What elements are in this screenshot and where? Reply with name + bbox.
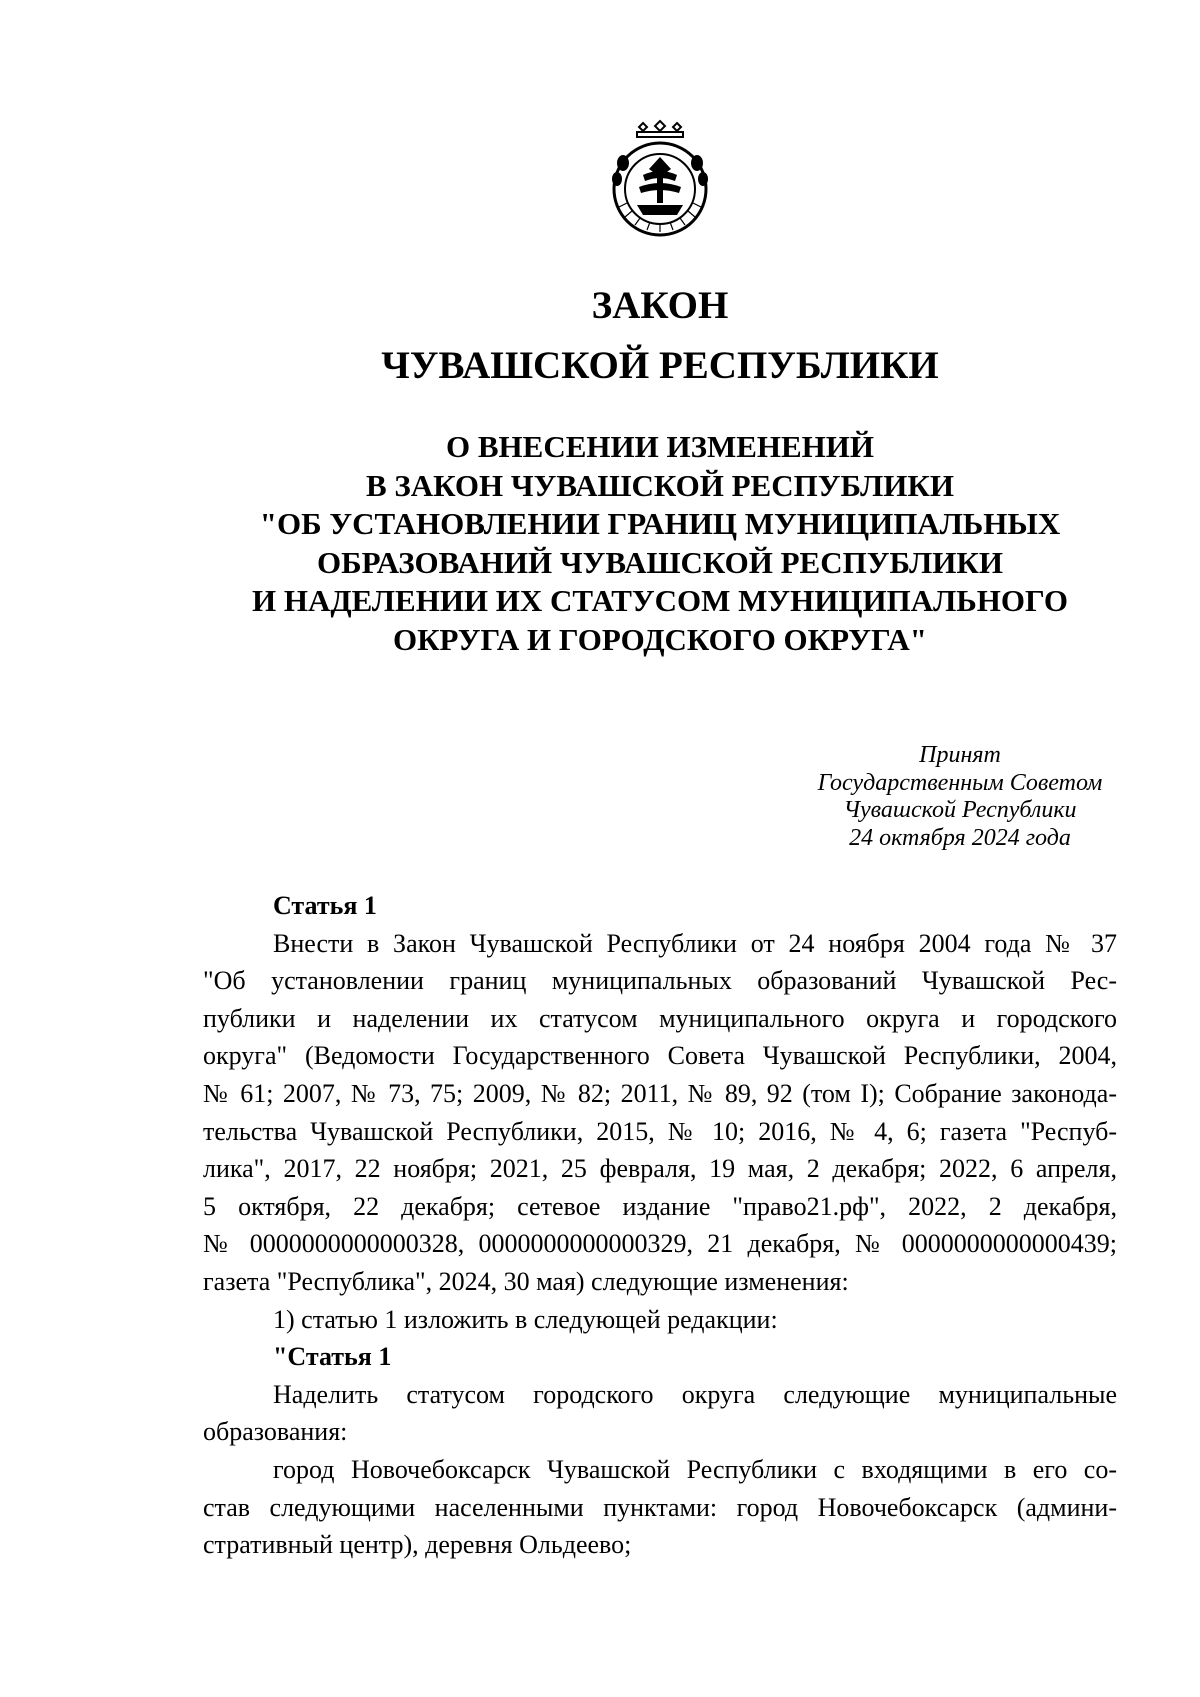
paragraph-line: 5 октября, 22 декабря; сетевое издание "право21.рф", 2022, 2 декабря, [203,1191,1117,1221]
adoption-note [780,742,1140,852]
quoted-paragraph [203,1376,1117,1451]
subtitle-line: О ВНЕСЕНИИ ИЗМЕНЕНИЙ [445,429,875,464]
emblem-graphic [597,117,723,242]
paragraph-line: город Новочебоксарск Чувашской Республики с входящими в его со- [273,1454,1117,1484]
paragraph-line: Наделить статусом городского округа следующие муниципальные [273,1379,1117,1409]
subtitle-line: ОКРУГА И ГОРОДСКОГО ОКРУГА" [392,621,928,657]
quoted-article-heading: "Статья 1 [273,1342,392,1372]
subtitle-line: И НАДЕЛЕНИИ ИХ СТАТУСОМ МУНИЦИПАЛЬНОГО [251,583,1069,618]
article-body [203,887,1117,1564]
subtitle-line: ОБРАЗОВАНИЙ ЧУВАШСКОЙ РЕСПУБЛИКИ [317,544,1003,580]
paragraph-line: Внести в Закон Чувашской Республики от 24 ноября 2004 года № 37 [273,928,1117,958]
article-heading: Статья 1 [273,891,377,920]
law-title: ЗАКОН [591,284,729,327]
adoption-line: Принят [919,742,1001,768]
paragraph-line: № 0000000000000328, 0000000000000329, 21 декабря, № 0000000000000439; [203,1229,1117,1259]
chuvash-republic-emblem-icon [597,117,723,242]
paragraph-line: публики и наделении их статусом муниципального округа и городского [203,1003,1117,1033]
article-paragraph [203,925,1117,1301]
paragraph-line: образования: [203,1417,348,1447]
paragraph-line: округа" (Ведомости Государственного Совета Чувашской Республики, 2004, [203,1041,1117,1071]
subtitle-line: В ЗАКОН ЧУВАШСКОЙ РЕСПУБЛИКИ [366,467,954,503]
subtitle-line: "ОБ УСТАНОВЛЕНИИ ГРАНИЦ МУНИЦИПАЛЬНЫХ [259,506,1061,541]
paragraph-line: став следующими населенными пунктами: город Новочебоксарск (админи- [203,1492,1117,1522]
law-republic-title: ЧУВАШСКОЙ РЕСПУБЛИКИ [381,344,939,387]
law-subtitle [150,428,1170,659]
amendment-item: 1) статью 1 изложить в следующей редакции: [273,1304,778,1334]
paragraph-line: газета "Республика", 2024, 30 мая) следующие изменения: [203,1266,849,1296]
adoption-line: Чувашской Республики [843,797,1077,823]
city-paragraph [203,1451,1117,1564]
paragraph-line: "Об установлении границ муниципальных образований Чувашской Рес- [203,966,1117,996]
adoption-date: 24 октября 2024 года [849,824,1071,851]
paragraph-line: № 61; 2007, № 73, 75; 2009, № 82; 2011, № 89, 92 (том I); Собрание законода- [203,1078,1117,1108]
adoption-line: Государственным Советом [817,769,1103,796]
paragraph-line: стративный центр), деревня Ольдеево; [203,1530,632,1560]
paragraph-line: тельства Чувашской Республики, 2015, № 10; 2016, № 4, 6; газета "Респуб- [203,1116,1117,1146]
paragraph-line: лика", 2017, 22 ноября; 2021, 25 февраля, 19 мая, 2 декабря; 2022, 6 апреля, [203,1154,1117,1184]
